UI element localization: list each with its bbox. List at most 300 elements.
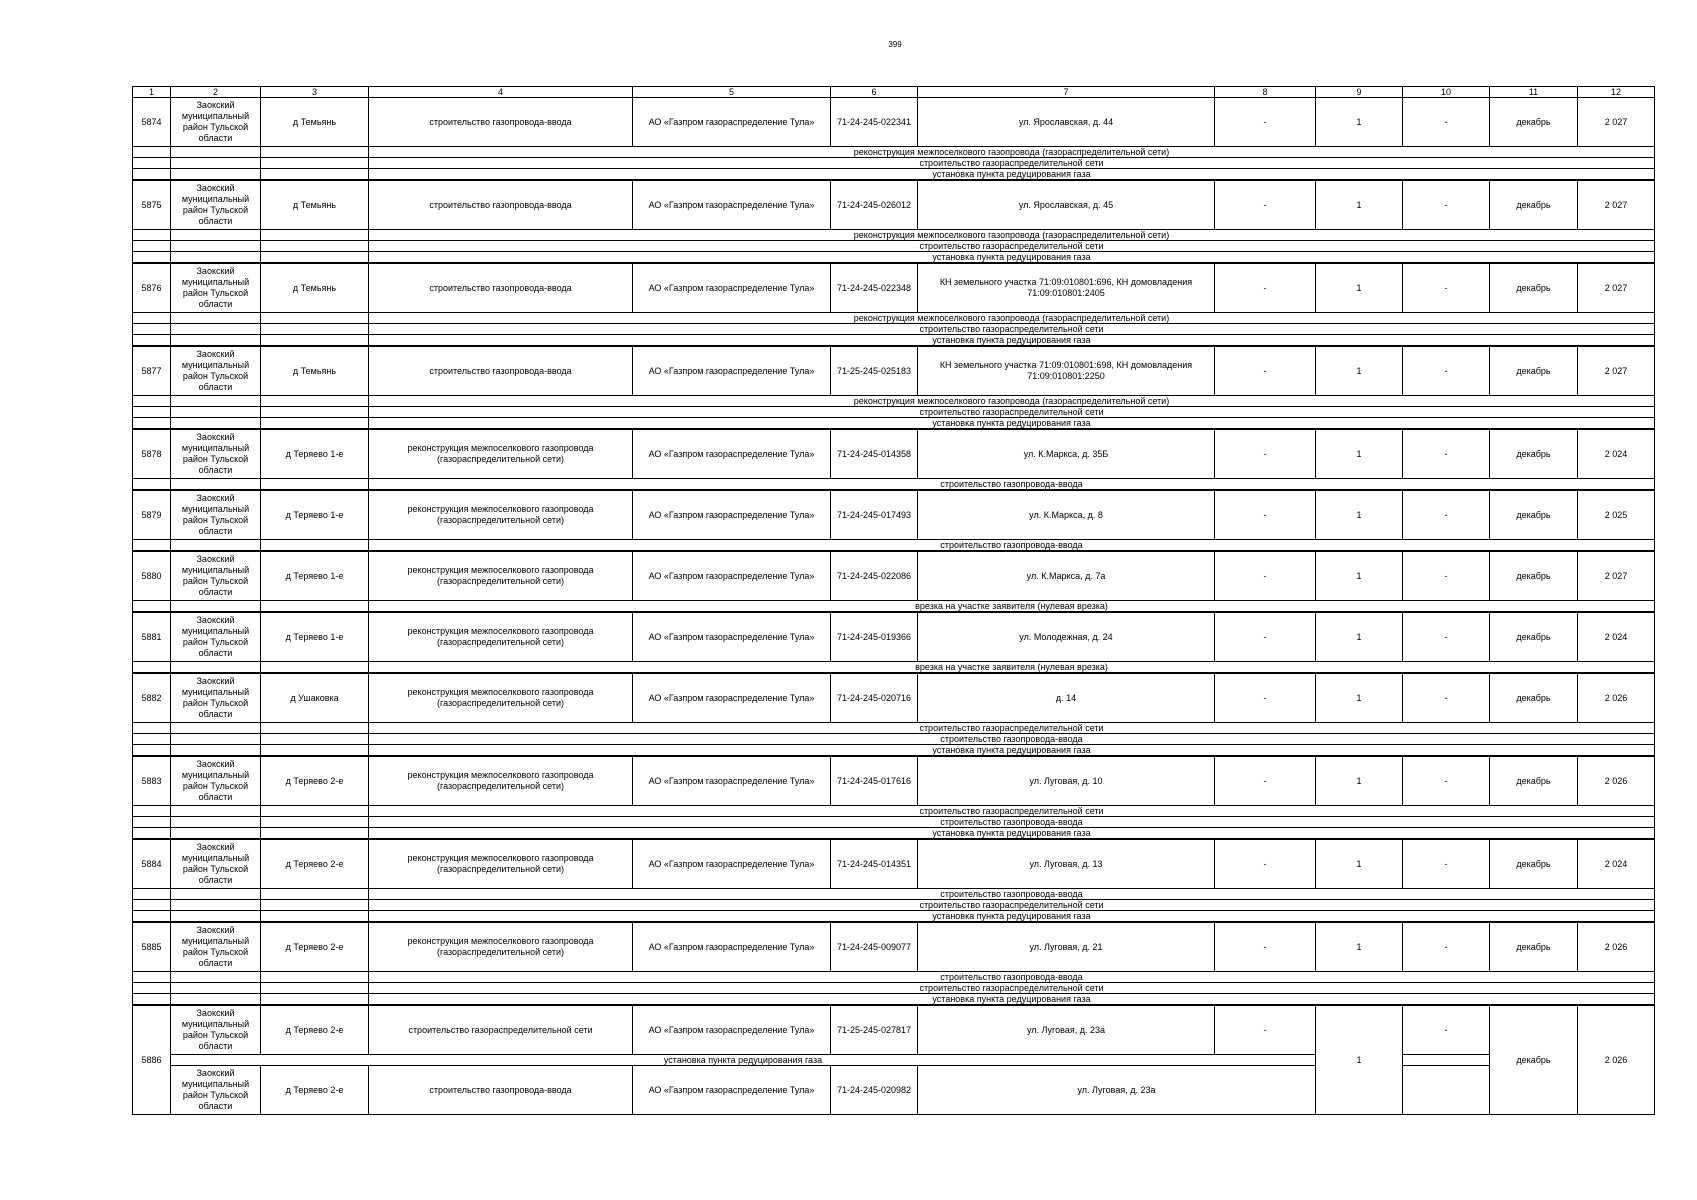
blank-cell: [261, 994, 369, 1006]
sub-row: [133, 230, 1655, 241]
address-cell: д. 14: [918, 673, 1215, 723]
sub-work-cell: установка пункта редуцирования газа: [369, 418, 1655, 430]
col8-cell: -: [1215, 551, 1316, 601]
col8-cell: -: [1215, 922, 1316, 972]
sub-work-cell: строительство газораспределительной сети: [369, 324, 1655, 335]
application-code-cell: 71-24-245-017493: [831, 490, 918, 540]
blank-cell: [261, 900, 369, 911]
address-cell: КН земельного участка 71:09:010801:696, КН домовладения 71:09:010801:2405: [918, 263, 1215, 313]
column-header: 2: [171, 87, 261, 98]
district-cell: Заокский муниципальный район Тульской области: [171, 612, 261, 662]
row-number-cell: 5882: [133, 673, 171, 723]
sub-work-cell: реконструкция межпоселкового газопровода (газораспределительной сети): [369, 313, 1655, 324]
blank-cell: [261, 479, 369, 491]
row-number-cell: 5884: [133, 839, 171, 889]
sub-work-cell: строительство газопровода-ввода: [369, 540, 1655, 552]
blank-cell: [261, 983, 369, 994]
blank-cell: [261, 662, 369, 674]
table-row: [133, 490, 1655, 540]
blank-cell: [261, 540, 369, 552]
application-code-cell: 71-24-245-022086: [831, 551, 918, 601]
blank-cell: [261, 147, 369, 158]
year-cell: 2 027: [1578, 551, 1655, 601]
sub-row: [133, 169, 1655, 181]
blank-cell: [171, 407, 261, 418]
sub-work-cell: реконструкция межпоселкового газопровода (газораспределительной сети): [369, 396, 1655, 407]
application-code-cell: 71-24-245-014351: [831, 839, 918, 889]
district-cell: Заокский муниципальный район Тульской области: [171, 346, 261, 396]
address-cell: ул. К.Маркса, д. 8: [918, 490, 1215, 540]
table-row: [133, 263, 1655, 313]
column-header-row: [133, 87, 1655, 98]
col8-cell: -: [1215, 490, 1316, 540]
row-number-cell: 5885: [133, 922, 171, 972]
address-cell: КН земельного участка 71:09:010801:698, КН домовладения 71:09:010801:2250: [918, 346, 1215, 396]
sub-work-cell: установка пункта редуцирования газа: [369, 252, 1655, 264]
sub-row: [133, 324, 1655, 335]
sub-work-cell: строительство газопровода-ввода: [369, 972, 1655, 983]
month-cell: декабрь: [1490, 1005, 1578, 1115]
organization-cell: АО «Газпром газораспределение Тула»: [633, 98, 831, 147]
blank-cell: [261, 396, 369, 407]
year-cell: 2 027: [1578, 346, 1655, 396]
blank-cell: [261, 313, 369, 324]
organization-cell: АО «Газпром газораспределение Тула»: [633, 673, 831, 723]
sub-row: [133, 601, 1655, 613]
sub-row: [133, 900, 1655, 911]
sub-row: [133, 994, 1655, 1006]
application-code-cell: 71-25-245-027817: [831, 1005, 918, 1055]
col9-cell: 1: [1316, 673, 1403, 723]
district-cell: Заокский муниципальный район Тульской области: [171, 673, 261, 723]
blank-cell: [133, 407, 171, 418]
row-number-cell: 5881: [133, 612, 171, 662]
district-cell: Заокский муниципальный район Тульской области: [171, 1066, 261, 1115]
sub-row: [133, 972, 1655, 983]
sub-work-cell: установка пункта редуцирования газа: [171, 1055, 1316, 1066]
work-type-cell: реконструкция межпоселкового газопровода (газораспределительной сети): [369, 756, 633, 806]
year-cell: 2 025: [1578, 490, 1655, 540]
sub-work-cell: строительство газопровода-ввода: [369, 734, 1655, 745]
col9-cell: 1: [1316, 346, 1403, 396]
col9-cell: 1: [1316, 1005, 1403, 1115]
blank-cell: [261, 734, 369, 745]
address-cell: ул. Луговая, д. 13: [918, 839, 1215, 889]
sub-row: [133, 241, 1655, 252]
month-cell: декабрь: [1490, 756, 1578, 806]
column-header: 6: [831, 87, 918, 98]
application-code-cell: 71-25-245-025183: [831, 346, 918, 396]
blank-cell: [171, 479, 261, 491]
blank-cell: [133, 313, 171, 324]
sub-row: [133, 479, 1655, 491]
sub-row: [133, 158, 1655, 169]
column-header: 7: [918, 87, 1215, 98]
month-cell: декабрь: [1490, 263, 1578, 313]
col10-cell: -: [1403, 673, 1490, 723]
blank-cell: [261, 806, 369, 817]
blank-cell: [133, 335, 171, 347]
sub-work-cell: установка пункта редуцирования газа: [369, 169, 1655, 181]
month-cell: декабрь: [1490, 922, 1578, 972]
application-code-cell: 71-24-245-026012: [831, 180, 918, 230]
year-cell: 2 027: [1578, 180, 1655, 230]
organization-cell: АО «Газпром газораспределение Тула»: [633, 1066, 831, 1115]
sub-row: [133, 911, 1655, 923]
table-row: [133, 839, 1655, 889]
settlement-cell: д Теряево 1-е: [261, 612, 369, 662]
work-type-cell: реконструкция межпоселкового газопровода (газораспределительной сети): [369, 490, 633, 540]
settlement-cell: д Темьянь: [261, 180, 369, 230]
settlement-cell: д Ушаковка: [261, 673, 369, 723]
address-cell: ул. Луговая, д. 10: [918, 756, 1215, 806]
col8-cell: -: [1215, 1005, 1316, 1055]
organization-cell: АО «Газпром газораспределение Тула»: [633, 839, 831, 889]
table-row: [133, 1005, 1655, 1055]
blank-cell: [133, 396, 171, 407]
table-row: [133, 429, 1655, 479]
work-type-cell: реконструкция межпоселкового газопровода (газораспределительной сети): [369, 612, 633, 662]
blank-cell: [171, 817, 261, 828]
sub-work-cell: установка пункта редуцирования газа: [369, 335, 1655, 347]
address-cell: ул. К.Маркса, д. 35Б: [918, 429, 1215, 479]
table-row: [133, 756, 1655, 806]
column-header: 8: [1215, 87, 1316, 98]
blank-cell: [261, 324, 369, 335]
blank-cell: [261, 407, 369, 418]
month-cell: декабрь: [1490, 346, 1578, 396]
district-cell: Заокский муниципальный район Тульской области: [171, 490, 261, 540]
blank-cell: [261, 601, 369, 613]
sub-work-cell: строительство газораспределительной сети: [369, 723, 1655, 734]
sub-work-cell: строительство газопровода-ввода: [369, 889, 1655, 900]
work-type-cell: реконструкция межпоселкового газопровода (газораспределительной сети): [369, 839, 633, 889]
year-cell: 2 024: [1578, 612, 1655, 662]
col8-cell: -: [1215, 839, 1316, 889]
blank-cell: [171, 745, 261, 757]
year-cell: 2 026: [1578, 756, 1655, 806]
table-row: [133, 673, 1655, 723]
sub-work-cell: установка пункта редуцирования газа: [369, 828, 1655, 840]
blank-cell: [171, 806, 261, 817]
organization-cell: АО «Газпром газораспределение Тула»: [633, 612, 831, 662]
row-number-cell: 5874: [133, 98, 171, 147]
blank-cell: [171, 169, 261, 181]
page-number: 399: [888, 40, 902, 49]
sub-row: [133, 1055, 1655, 1066]
blank-cell: [261, 252, 369, 264]
address-cell: ул. Ярославская, д. 45: [918, 180, 1215, 230]
blank-cell: [133, 828, 171, 840]
month-cell: декабрь: [1490, 551, 1578, 601]
blank-cell: [171, 335, 261, 347]
district-cell: Заокский муниципальный район Тульской области: [171, 839, 261, 889]
col10-cell: -: [1403, 98, 1490, 147]
blank-cell: [171, 601, 261, 613]
blank-cell: [133, 900, 171, 911]
district-cell: Заокский муниципальный район Тульской области: [171, 180, 261, 230]
settlement-cell: д Теряево 2-е: [261, 1066, 369, 1115]
blank-cell: [133, 324, 171, 335]
col10-cell: -: [1403, 180, 1490, 230]
address-cell: ул. К.Маркса, д. 7а: [918, 551, 1215, 601]
blank-cell: [171, 540, 261, 552]
table-row: [133, 922, 1655, 972]
blank-cell: [171, 158, 261, 169]
application-code-cell: 71-24-245-022348: [831, 263, 918, 313]
work-type-cell: строительство газопровода-ввода: [369, 1066, 633, 1115]
blank-cell: [261, 241, 369, 252]
work-type-cell: строительство газопровода-ввода: [369, 346, 633, 396]
sub-work-cell: реконструкция межпоселкового газопровода (газораспределительной сети): [369, 230, 1655, 241]
sub-work-cell: установка пункта редуцирования газа: [369, 745, 1655, 757]
blank-cell: [171, 313, 261, 324]
table-row: [133, 612, 1655, 662]
month-cell: декабрь: [1490, 490, 1578, 540]
table-row: [133, 98, 1655, 147]
work-type-cell: реконструкция межпоселкового газопровода (газораспределительной сети): [369, 673, 633, 723]
col9-cell: 1: [1316, 429, 1403, 479]
year-cell: 2 024: [1578, 839, 1655, 889]
month-cell: декабрь: [1490, 98, 1578, 147]
sub-work-cell: строительство газопровода-ввода: [369, 817, 1655, 828]
application-code-cell: 71-24-245-022341: [831, 98, 918, 147]
district-cell: Заокский муниципальный район Тульской области: [171, 551, 261, 601]
col9-cell: 1: [1316, 180, 1403, 230]
col8-cell: -: [1215, 180, 1316, 230]
work-type-cell: строительство газопровода-ввода: [369, 180, 633, 230]
sub-row: [133, 734, 1655, 745]
sub-row: [133, 147, 1655, 158]
sub-row: [133, 335, 1655, 347]
organization-cell: АО «Газпром газораспределение Тула»: [633, 180, 831, 230]
district-cell: Заокский муниципальный район Тульской области: [171, 922, 261, 972]
blank-cell: [171, 900, 261, 911]
blank-cell: [171, 972, 261, 983]
sub-row: [133, 745, 1655, 757]
col8-cell: -: [1215, 98, 1316, 147]
sub-work-cell: реконструкция межпоселкового газопровода (газораспределительной сети): [369, 147, 1655, 158]
blank-cell: [171, 889, 261, 900]
blank-cell: [133, 806, 171, 817]
sub-work-cell: строительство газораспределительной сети: [369, 158, 1655, 169]
sub-row: [133, 396, 1655, 407]
district-cell: Заокский муниципальный район Тульской области: [171, 1005, 261, 1055]
blank-cell: [1403, 1055, 1490, 1066]
sub-row: [133, 723, 1655, 734]
year-cell: 2 026: [1578, 1005, 1655, 1115]
sub-work-cell: строительство газораспределительной сети: [369, 900, 1655, 911]
sub-row: [133, 418, 1655, 430]
col9-cell: 1: [1316, 612, 1403, 662]
blank-cell: [133, 972, 171, 983]
district-cell: Заокский муниципальный район Тульской области: [171, 429, 261, 479]
blank-cell: [171, 396, 261, 407]
blank-cell: [261, 335, 369, 347]
col10-cell: -: [1403, 263, 1490, 313]
blank-cell: [133, 723, 171, 734]
col10-cell: -: [1403, 551, 1490, 601]
col9-cell: 1: [1316, 756, 1403, 806]
blank-cell: [133, 745, 171, 757]
col8-cell: -: [1215, 346, 1316, 396]
sub-row: [133, 662, 1655, 674]
organization-cell: АО «Газпром газораспределение Тула»: [633, 551, 831, 601]
col10-cell: -: [1403, 612, 1490, 662]
work-type-cell: строительство газопровода-ввода: [369, 98, 633, 147]
blank-cell: [171, 418, 261, 430]
work-type-cell: реконструкция межпоселкового газопровода (газораспределительной сети): [369, 429, 633, 479]
table-row: [133, 1066, 1655, 1115]
blank-cell: [261, 911, 369, 923]
sub-work-cell: установка пункта редуцирования газа: [369, 994, 1655, 1006]
column-header: 11: [1490, 87, 1578, 98]
row-number-cell: 5879: [133, 490, 171, 540]
blank-cell: [171, 230, 261, 241]
sub-work-cell: установка пункта редуцирования газа: [369, 911, 1655, 923]
year-cell: 2 026: [1578, 922, 1655, 972]
row-number-cell: 5886: [133, 1005, 171, 1115]
sub-work-cell: строительство газораспределительной сети: [369, 806, 1655, 817]
sub-row: [133, 983, 1655, 994]
blank-cell: [261, 158, 369, 169]
settlement-cell: д Темьянь: [261, 263, 369, 313]
sub-work-cell: строительство газораспределительной сети: [369, 241, 1655, 252]
application-code-cell: 71-24-245-009077: [831, 922, 918, 972]
table-row: [133, 346, 1655, 396]
month-cell: декабрь: [1490, 839, 1578, 889]
blank-cell: [171, 147, 261, 158]
blank-cell: [171, 241, 261, 252]
sub-row: [133, 828, 1655, 840]
col9-cell: 1: [1316, 263, 1403, 313]
col8-cell: -: [1215, 673, 1316, 723]
sub-work-cell: строительство газораспределительной сети: [369, 983, 1655, 994]
blank-cell: [261, 723, 369, 734]
row-number-cell: 5883: [133, 756, 171, 806]
organization-cell: АО «Газпром газораспределение Тула»: [633, 490, 831, 540]
settlement-cell: д Теряево 2-е: [261, 1005, 369, 1055]
organization-cell: АО «Газпром газораспределение Тула»: [633, 429, 831, 479]
col10-cell: -: [1403, 490, 1490, 540]
blank-cell: [133, 983, 171, 994]
sub-row: [133, 540, 1655, 552]
month-cell: декабрь: [1490, 612, 1578, 662]
col10-cell: -: [1403, 839, 1490, 889]
application-code-cell: 71-24-245-020982: [831, 1066, 918, 1115]
blank-cell: [133, 158, 171, 169]
organization-cell: АО «Газпром газораспределение Тула»: [633, 263, 831, 313]
blank-cell: [261, 169, 369, 181]
column-header: 1: [133, 87, 171, 98]
settlement-cell: д Теряево 2-е: [261, 756, 369, 806]
column-header: 10: [1403, 87, 1490, 98]
work-type-cell: строительство газопровода-ввода: [369, 263, 633, 313]
blank-cell: [133, 418, 171, 430]
blank-cell: [171, 983, 261, 994]
address-cell: ул. Ярославская, д. 44: [918, 98, 1215, 147]
blank-cell: [133, 230, 171, 241]
blank-cell: [133, 540, 171, 552]
district-cell: Заокский муниципальный район Тульской области: [171, 263, 261, 313]
application-code-cell: 71-24-245-017616: [831, 756, 918, 806]
blank-cell: [133, 241, 171, 252]
year-cell: 2 027: [1578, 263, 1655, 313]
blank-cell: [261, 745, 369, 757]
settlement-cell: д Теряево 1-е: [261, 490, 369, 540]
month-cell: декабрь: [1490, 429, 1578, 479]
district-cell: Заокский муниципальный район Тульской области: [171, 98, 261, 147]
blank-cell: [171, 734, 261, 745]
blank-cell: [133, 662, 171, 674]
sub-row: [133, 817, 1655, 828]
blank-cell: [261, 230, 369, 241]
col10-cell: -: [1403, 346, 1490, 396]
column-header: 3: [261, 87, 369, 98]
sub-work-cell: строительство газораспределительной сети: [369, 407, 1655, 418]
row-number-cell: 5877: [133, 346, 171, 396]
blank-cell: [261, 972, 369, 983]
row-number-cell: 5878: [133, 429, 171, 479]
blank-cell: [171, 662, 261, 674]
settlement-cell: д Теряево 1-е: [261, 551, 369, 601]
district-cell: Заокский муниципальный район Тульской области: [171, 756, 261, 806]
blank-cell: [133, 601, 171, 613]
work-type-cell: строительство газораспределительной сети: [369, 1005, 633, 1055]
col8-cell: -: [1215, 263, 1316, 313]
col9-cell: 1: [1316, 551, 1403, 601]
col9-cell: 1: [1316, 839, 1403, 889]
blank-cell: [133, 817, 171, 828]
blank-cell: [133, 889, 171, 900]
col8-cell: -: [1215, 429, 1316, 479]
blank-cell: [171, 911, 261, 923]
blank-cell: [133, 147, 171, 158]
sub-row: [133, 889, 1655, 900]
col10-cell: -: [1403, 1005, 1490, 1055]
year-cell: 2 024: [1578, 429, 1655, 479]
blank-cell: [171, 994, 261, 1006]
address-cell: ул. Луговая, д. 23а: [918, 1066, 1316, 1115]
organization-cell: АО «Газпром газораспределение Тула»: [633, 1005, 831, 1055]
sub-work-cell: строительство газопровода-ввода: [369, 479, 1655, 491]
blank-cell: [261, 828, 369, 840]
organization-cell: АО «Газпром газораспределение Тула»: [633, 346, 831, 396]
application-code-cell: 71-24-245-019366: [831, 612, 918, 662]
blank-cell: [133, 479, 171, 491]
blank-cell: [261, 418, 369, 430]
blank-cell: [133, 994, 171, 1006]
blank-cell: [171, 723, 261, 734]
col10-cell: -: [1403, 922, 1490, 972]
row-number-cell: 5875: [133, 180, 171, 230]
year-cell: 2 027: [1578, 98, 1655, 147]
organization-cell: АО «Газпром газораспределение Тула»: [633, 756, 831, 806]
address-cell: ул. Луговая, д. 21: [918, 922, 1215, 972]
month-cell: декабрь: [1490, 180, 1578, 230]
year-cell: 2 026: [1578, 673, 1655, 723]
col9-cell: 1: [1316, 490, 1403, 540]
sub-row: [133, 252, 1655, 264]
table-row: [133, 180, 1655, 230]
month-cell: декабрь: [1490, 673, 1578, 723]
settlement-cell: д Темьянь: [261, 98, 369, 147]
data-table: [132, 86, 1655, 1115]
col8-cell: -: [1215, 612, 1316, 662]
column-header: 9: [1316, 87, 1403, 98]
col8-cell: -: [1215, 756, 1316, 806]
col9-cell: 1: [1316, 98, 1403, 147]
